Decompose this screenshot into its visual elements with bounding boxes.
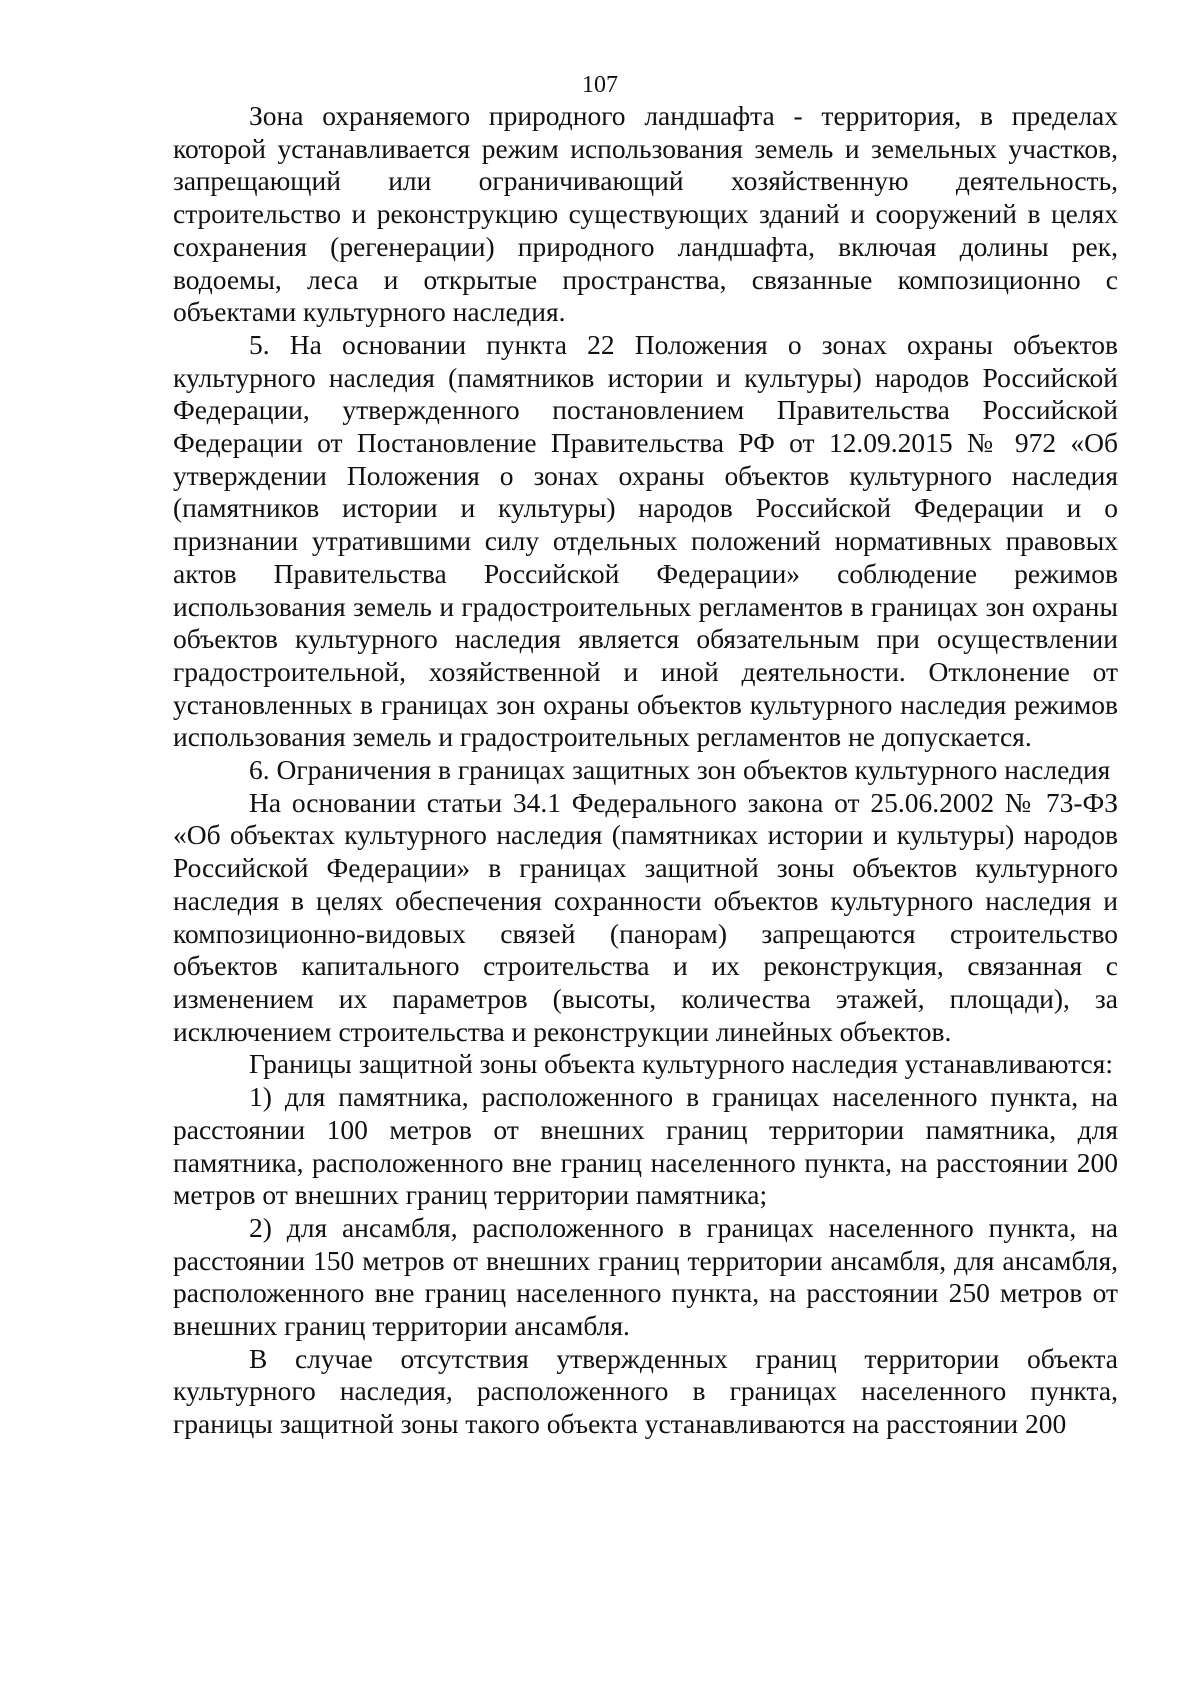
paragraph-no-approved-boundaries: В случае отсутствия утвержденных границ территории объекта культурного наследия, расположенного в границах населенного пункта, границы защитной зоны такого объекта устанавливаются на расстоянии 200 xyxy=(173,1342,1118,1440)
page-number: 107 xyxy=(582,72,618,98)
paragraph-boundaries-intro: Границы защитной зоны объекта культурного наследия устанавливаются: xyxy=(249,1048,1113,1080)
paragraph-item-5: 5. На основании пункта 22 Положения о зонах охраны объектов культурного наследия (памятников истории и культуры) народов Российской Федерации, утвержденного постановлением Правительства Российской Федерации от Постановление Правительства РФ от 12.09.2015 № 972 «Об утверждении Положения о зонах охраны объектов культурного наследия (памятников истории и культуры) народов Российской Федерации и о признании утратившими силу отдельных положений нормативных правовых актов Правительства Российской Федерации» соблюдение режимов использования земель и градостроительных регламентов в границах зон охраны объектов культурного наследия является обязательным при осуществлении градостроительной, хозяйственной и иной деятельности. Отклонение от установленных в границах зон охраны объектов культурного наследия режимов использования земель и градостроительных регламентов не допускается. xyxy=(173,328,1118,753)
paragraph-item-6-heading: 6. Ограничения в границах защитных зон объектов культурного наследия xyxy=(249,754,1111,786)
paragraph-article-34-1: На основании статьи 34.1 Федерального закона от 25.06.2002 № 73-ФЗ «Об объектах культурного наследия (памятниках истории и культуры) народов Российской Федерации» в границах защитной зоны объектов культурного наследия в целях обеспечения сохранности объектов культурного наследия и композиционно-видовых связей (панорам) запрещаются строительство объектов капитального строительства и их реконструкция, связанная с изменением их параметров (высоты, количества этажей, площади), за исключением строительства и реконструкции линейных объектов. xyxy=(173,786,1118,1047)
paragraph-list-item-2: 2) для ансамбля, расположенного в границах населенного пункта, на расстоянии 150 метров от внешних границ территории ансамбля, для ансамбля, расположенного вне границ населенного пункта, на расстоянии 250 метров от внешних границ территории ансамбля. xyxy=(173,1211,1118,1342)
document-body xyxy=(173,100,1118,1441)
paragraph-list-item-1: 1) для памятника, расположенного в границах населенного пункта, на расстоянии 100 метров от внешних границ территории памятника, для памятника, расположенного вне границ населенного пункта, на расстоянии 200 метров от внешних границ территории памятника; xyxy=(173,1081,1118,1211)
paragraph-protected-landscape-zone: Зона охраняемого природного ландшафта - территория, в пределах которой устанавливается режим использования земель и земельных участков, запрещающий или ограничивающий хозяйственную деятельность, строительство и реконструкцию существующих зданий и сооружений в целях сохранения (регенерации) природного ландшафта, включая долины рек, водоемы, леса и открытые пространства, связанные композиционно с объектами культурного наследия. xyxy=(173,100,1118,328)
